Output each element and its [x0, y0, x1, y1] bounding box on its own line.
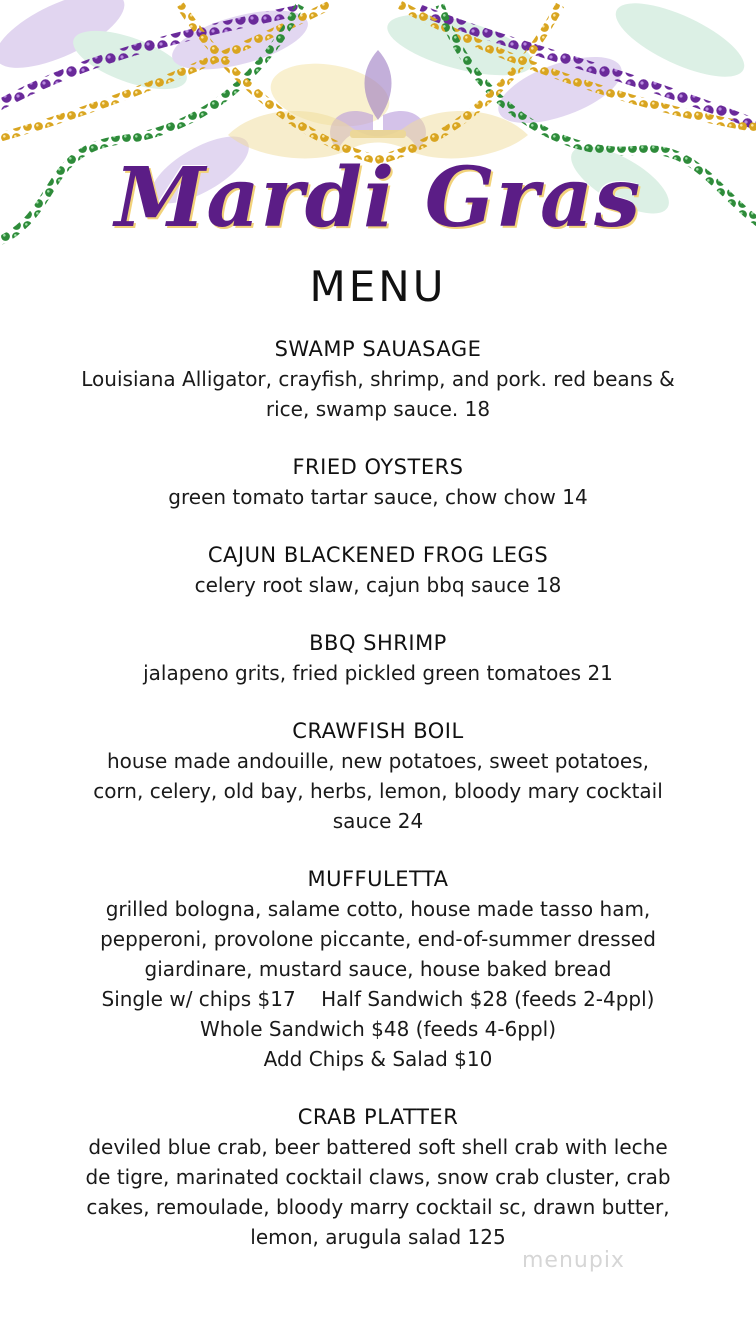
menu-item-name: CRAB PLATTER — [297, 1105, 459, 1129]
menu-item-description-line: grilled bologna, salame cotto, house made tasso ham, — [105, 897, 651, 921]
menu-item-bbq-shrimp — [40, 628, 716, 688]
menupix-watermark: menupix — [522, 1248, 625, 1273]
menu-item-name: MUFFULETTA — [307, 867, 449, 891]
menu-item-description-line: corn, celery, old bay, herbs, lemon, bloody mary cocktail — [93, 779, 663, 803]
menu-list — [40, 334, 716, 1280]
menu-item-description-line: deviled blue crab, beer battered soft shell crab with leche — [88, 1135, 668, 1159]
menu-item-description-line: giardinare, mustard sauce, house baked bread — [144, 957, 612, 981]
menu-item-muffuletta — [40, 864, 716, 1074]
menu-item-description-line: green tomato tartar sauce, chow chow 14 — [168, 485, 588, 509]
menu-item-price-line: Add Chips & Salad $10 — [263, 1047, 493, 1071]
menu-item-swamp-sausage — [40, 334, 716, 424]
page-title: Mardi Gras — [114, 150, 642, 246]
menu-item-description-line: house made andouille, new potatoes, sweet potatoes, — [106, 749, 649, 773]
page-subtitle: MENU — [309, 262, 447, 311]
menu-item-frog-legs — [40, 540, 716, 600]
menu-item-fried-oysters — [40, 452, 716, 512]
menu-item-description-line: sauce 24 — [332, 809, 424, 833]
menu-item-description-line: rice, swamp sauce. 18 — [265, 397, 491, 421]
menu-item-description-line: Louisiana Alligator, crayfish, shrimp, and pork. red beans & — [81, 367, 675, 391]
menu-item-description-line: cakes, remoulade, bloody marry cocktail sc, drawn butter, — [86, 1195, 670, 1219]
menu-item-price-line: Whole Sandwich $48 (feeds 4-6ppl) — [199, 1017, 557, 1041]
menu-item-name: SWAMP SAUASAGE — [274, 337, 482, 361]
menu-item-name: FRIED OYSTERS — [292, 455, 464, 479]
menu-item-name: CRAWFISH BOIL — [292, 719, 464, 743]
menu-item-price-line: Single w/ chips $17 Half Sandwich $28 (feeds 2-4ppl) — [101, 987, 655, 1011]
menu-item-description-line: jalapeno grits, fried pickled green tomatoes 21 — [143, 661, 613, 685]
menu-item-crab-platter — [40, 1102, 716, 1252]
menu-item-name: CAJUN BLACKENED FROG LEGS — [207, 543, 549, 567]
menu-item-description-line: lemon, arugula salad 125 — [250, 1225, 506, 1249]
menu-item-description-line: pepperoni, provolone piccante, end-of-summer dressed — [100, 927, 656, 951]
menu-item-description-line: de tigre, marinated cocktail claws, snow crab cluster, crab — [85, 1165, 671, 1189]
menu-item-name: BBQ SHRIMP — [309, 631, 447, 655]
menu-item-description-line: celery root slaw, cajun bbq sauce 18 — [194, 573, 562, 597]
menu-item-crawfish-boil — [40, 716, 716, 836]
